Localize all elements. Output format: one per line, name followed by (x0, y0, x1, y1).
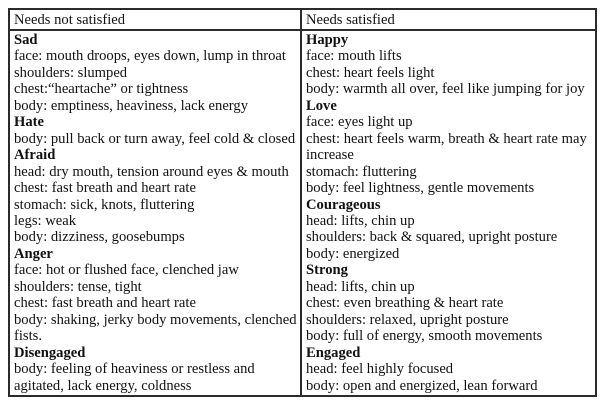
sensation-line: body: pull back or turn away, feel cold & closed (14, 130, 296, 147)
sensation-line: head: lifts, chin up (306, 212, 415, 229)
sensation-line: chest: even breathing & heart rate (306, 295, 504, 312)
sensation-line: body: open and energized, lean forward (306, 377, 538, 394)
sensation-line: face: mouth lifts (306, 48, 402, 65)
sensation-line: stomach: sick, knots, fluttering (14, 196, 195, 213)
table-header-row (10, 10, 595, 31)
sensation-line: head: dry mouth, tension around eyes & mouth (14, 163, 289, 180)
cell-needs-not-satisfied (10, 31, 302, 395)
needs-table (8, 8, 597, 397)
sensation-line: body: dizziness, goosebumps (14, 229, 185, 246)
emotion-heading: Strong (306, 262, 348, 279)
emotion-heading: Happy (306, 32, 349, 48)
sensation-line: legs: weak (14, 212, 77, 229)
emotion-heading: Disengaged (14, 344, 86, 361)
sensation-line: body: emptiness, heaviness, lack energy (14, 97, 248, 114)
emotion-heading: Sad (14, 32, 38, 48)
table-body-row (10, 31, 595, 395)
sensation-line: body: full of energy, smooth movements (306, 328, 543, 345)
emotion-heading: Love (306, 97, 337, 114)
sensation-line: face: mouth droops, eyes down, lump in throat (14, 48, 286, 65)
sensation-line: shoulders: back & squared, upright posture (306, 229, 558, 246)
sensation-line: stomach: fluttering (306, 163, 417, 180)
sensation-line: chest: fast breath and heart rate (14, 295, 196, 312)
sensation-line: head: feel highly focused (306, 361, 454, 378)
sensation-line: chest:“heartache” or tightness (14, 81, 189, 98)
emotion-heading: Courageous (306, 196, 381, 213)
sensation-line: face: hot or flushed face, clenched jaw (14, 262, 239, 279)
column-header-needs-satisfied: Needs satisfied (306, 12, 395, 28)
sensation-line: body: feel lightness, gentle movements (306, 180, 535, 197)
emotion-heading: Engaged (306, 344, 361, 361)
cell-needs-satisfied (302, 31, 595, 395)
sensation-line: shoulders: slumped (14, 64, 128, 81)
sensation-line: shoulders: relaxed, upright posture (306, 311, 509, 328)
sensation-line: body: warmth all over, feel like jumping for joy (306, 81, 585, 98)
sensation-line: face: eyes light up (306, 114, 413, 131)
emotion-heading: Hate (14, 114, 44, 131)
sensation-line: head: lifts, chin up (306, 278, 415, 295)
sensation-line: shoulders: tense, tight (14, 278, 142, 295)
column-header-needs-not-satisfied: Needs not satisfied (10, 10, 302, 29)
sensation-line: body: energized (306, 245, 400, 262)
sensation-line: chest: fast breath and heart rate (14, 180, 196, 197)
sensation-line: chest: heart feels warm, breath & heart rate may increase (306, 130, 587, 164)
sensation-line: chest: heart feels light (306, 64, 435, 81)
sensation-line: body: feeling of heaviness or restless and agitated, lack energy, coldness (14, 361, 255, 394)
sensation-line: body: shaking, jerky body movements, clenched fists. (14, 311, 297, 345)
emotion-heading: Anger (14, 245, 53, 262)
emotion-heading: Afraid (14, 147, 56, 164)
